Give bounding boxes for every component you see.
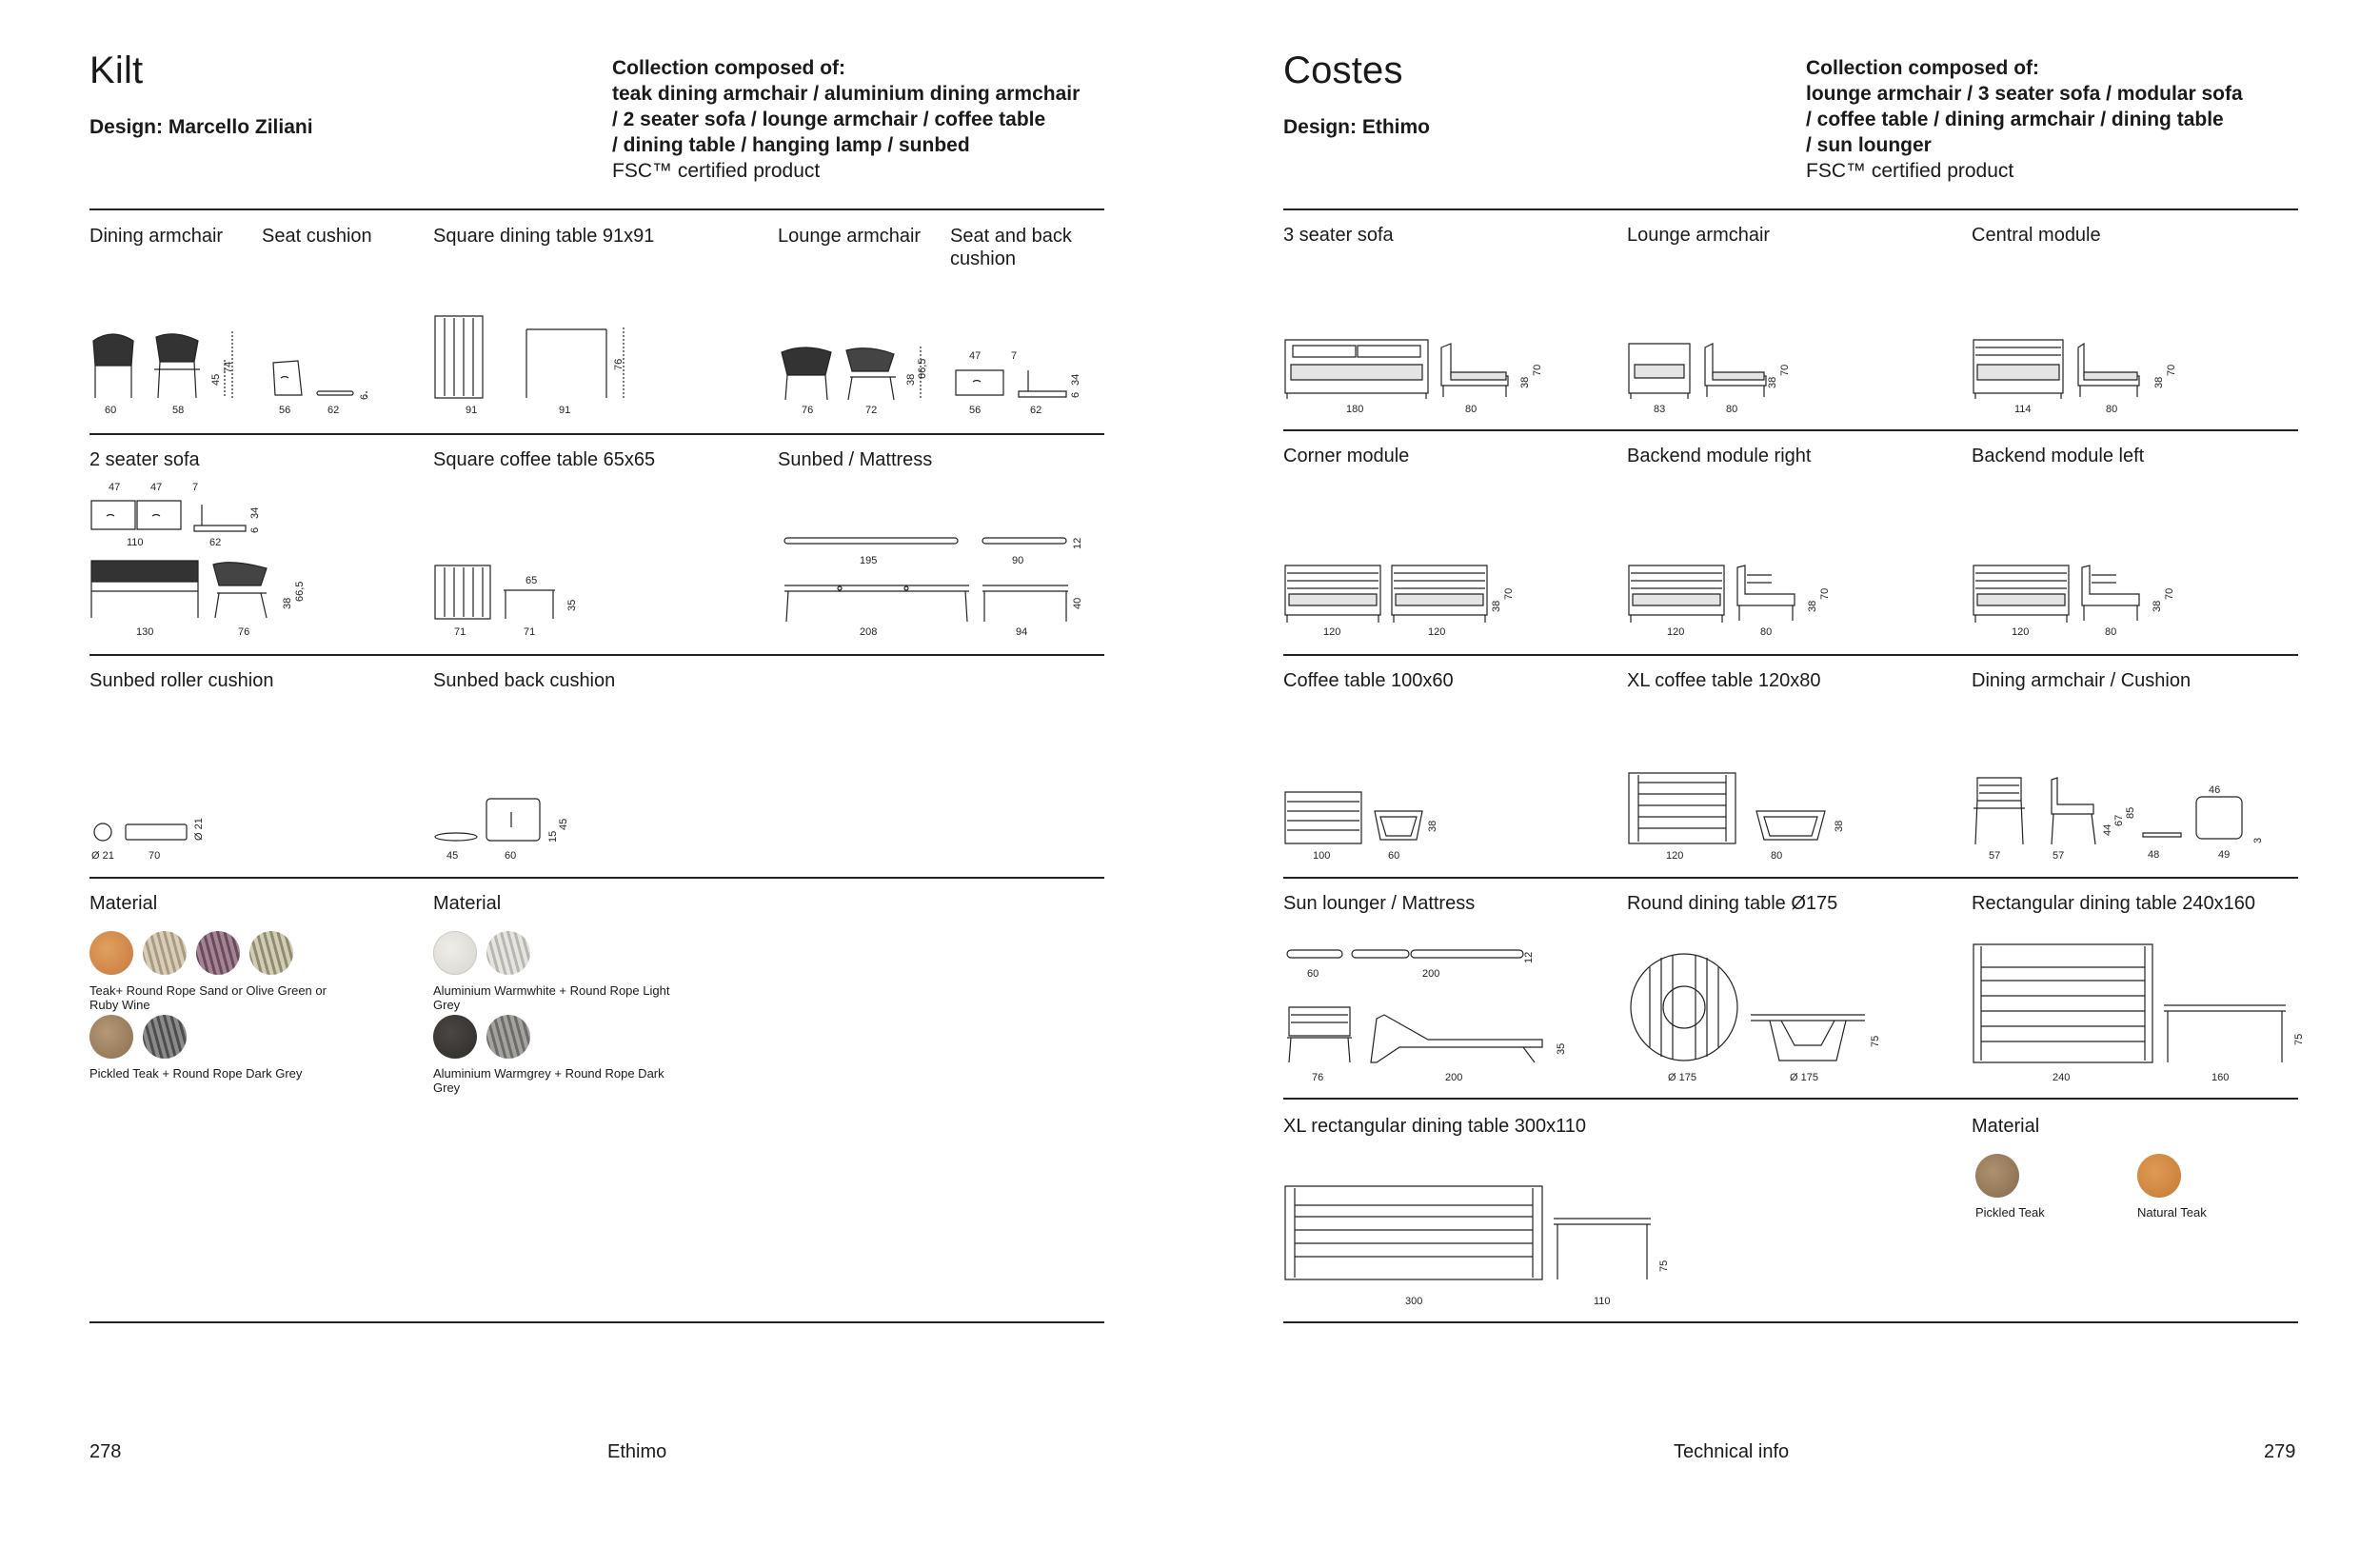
sun-lounger-drawing xyxy=(1285,1000,1552,1066)
label-material: Material xyxy=(89,893,158,914)
dim-label: 80 xyxy=(1465,404,1478,415)
dim-label: 120 xyxy=(1428,626,1446,638)
swatch-pickled-teak xyxy=(1975,1154,2019,1198)
dim-label: 240 xyxy=(2053,1072,2071,1083)
sun-lounger-mattress-drawing xyxy=(1285,947,1533,962)
dim-label: 70 xyxy=(149,850,161,862)
dim-label: 6 xyxy=(1070,391,1081,398)
dim-label: 80 xyxy=(1771,850,1783,862)
label-round-dining-table: Round dining table Ø175 xyxy=(1627,893,1838,914)
dim-label: Ø 21 xyxy=(91,850,114,862)
label-coffee-table: Coffee table 100x60 xyxy=(1283,670,1454,691)
swatch-rope-light-grey xyxy=(486,931,530,975)
label-square-dining-table: Square dining table 91x91 xyxy=(433,226,655,247)
dim-label: 6 xyxy=(359,393,370,400)
dim-label: 57 xyxy=(2053,850,2065,862)
xl-coffee-table-drawing xyxy=(1627,771,1836,847)
dim-label: 12 xyxy=(1072,537,1083,549)
label-seat-cushion: Seat cushion xyxy=(262,226,372,247)
dim-label: 74 xyxy=(223,361,234,373)
rectangular-dining-table-drawing xyxy=(1972,942,2305,1066)
label-sunbed-back: Sunbed back cushion xyxy=(433,670,616,691)
dim-label: 38 xyxy=(2152,600,2163,612)
footer-section: Technical info xyxy=(1674,1441,1790,1462)
divider xyxy=(1283,429,2298,431)
dim-label: 80 xyxy=(2106,404,2118,415)
dim-label: 60 xyxy=(105,405,117,416)
collection-line: / 2 seater sofa / lounge armchair / coffee table xyxy=(612,109,1046,130)
dim-label: 70 xyxy=(2166,364,2177,376)
swatch-aluminium-warmwhite xyxy=(433,931,477,975)
collection-description xyxy=(612,55,1145,184)
swatch-rope-ruby-wine xyxy=(196,931,240,975)
label-backend-module-right: Backend module right xyxy=(1627,446,1812,466)
dim-label: Ø 175 xyxy=(1668,1072,1696,1083)
dim-label: 46 xyxy=(2209,784,2221,796)
dim-label: Ø 175 xyxy=(1790,1072,1818,1083)
label-lounge-armchair: Lounge armchair xyxy=(778,226,922,247)
dim-label: 6 xyxy=(249,526,261,533)
label-sunbed-roller: Sunbed roller cushion xyxy=(89,670,274,691)
divider xyxy=(1283,654,2298,656)
divider xyxy=(89,654,1104,656)
coffee-table-drawing xyxy=(1283,790,1445,847)
page-title-costes: Costes xyxy=(1283,50,1403,91)
collection-heading: Collection composed of: xyxy=(1806,57,2040,79)
dim-label: 208 xyxy=(860,626,878,638)
page-title-kilt: Kilt xyxy=(89,50,144,91)
swatch-aluminium-warmgrey xyxy=(433,1015,477,1059)
label-central-module: Central module xyxy=(1972,225,2101,246)
dim-label: 70 xyxy=(2164,587,2175,600)
material-caption: Natural Teak xyxy=(2137,1205,2207,1220)
dim-label: 80 xyxy=(1726,404,1738,415)
dim-label: 70 xyxy=(1819,587,1831,600)
dim-label: 83 xyxy=(1654,404,1666,415)
collection-heading: Collection composed of: xyxy=(612,57,846,79)
collection-line: / dining table / hanging lamp / sunbed xyxy=(612,134,970,156)
dim-label: 34 xyxy=(249,506,261,519)
dim-label: 76 xyxy=(238,626,250,638)
dim-label: 66,5 xyxy=(294,581,306,602)
dim-label: 45 xyxy=(446,850,459,862)
material-caption: Aluminium Warmgrey + Round Rope Dark Grey xyxy=(433,1066,664,1095)
designer-credit: Design: Marcello Ziliani xyxy=(89,116,313,138)
dim-label: 38 xyxy=(2153,376,2165,388)
dim-label: 72 xyxy=(865,405,878,416)
swatch-pickled-teak xyxy=(89,1015,133,1059)
label-lounge-armchair: Lounge armchair xyxy=(1627,225,1771,246)
sofa-cushions-drawing xyxy=(89,495,270,535)
material-caption: Pickled Teak + Round Rope Dark Grey xyxy=(89,1066,303,1081)
dim-label: 80 xyxy=(1760,626,1773,638)
round-dining-table-drawing xyxy=(1627,950,1874,1066)
dim-label: 49 xyxy=(2218,849,2231,861)
dim-label: 67 xyxy=(2113,814,2125,826)
page-number-right: 279 xyxy=(2264,1441,2296,1462)
dim-label: 180 xyxy=(1346,404,1364,415)
dim-label: 60 xyxy=(1388,850,1400,862)
designer-credit: Design: Ethimo xyxy=(1283,116,1431,138)
label-rectangular-dining-table: Rectangular dining table 240x160 xyxy=(1972,893,2255,914)
dim-label: 120 xyxy=(1666,850,1684,862)
dim-label: 58 xyxy=(172,405,185,416)
label-seat-back-cushion: Seat and back cushion xyxy=(950,226,1072,269)
divider xyxy=(1283,877,2298,879)
material-caption: Pickled Teak xyxy=(1975,1205,2045,1220)
dim-label: 47 xyxy=(969,350,982,362)
dim-label: 76 xyxy=(802,405,814,416)
dim-label: 85 xyxy=(2125,806,2136,819)
label-3-seater-sofa: 3 seater sofa xyxy=(1283,225,1394,246)
dim-label: 70 xyxy=(1503,587,1515,600)
dim-label: 160 xyxy=(2211,1072,2230,1083)
divider xyxy=(1283,1098,2298,1100)
backend-module-right-drawing xyxy=(1627,564,1808,623)
collection-description xyxy=(1806,55,2301,184)
dim-label: 200 xyxy=(1445,1072,1463,1083)
dim-label: 47 xyxy=(150,482,163,493)
dim-label: 38 xyxy=(1427,820,1438,832)
dim-label: 34 xyxy=(1070,373,1081,386)
dim-label: 60 xyxy=(1307,968,1319,980)
dim-label: 94 xyxy=(1016,626,1028,638)
square-coffee-table-drawing xyxy=(433,564,576,623)
dim-label: 7 xyxy=(1011,350,1018,362)
dim-label: 65 xyxy=(526,575,538,586)
dim-label: 38 xyxy=(1834,820,1845,832)
dim-label: 130 xyxy=(136,626,154,638)
dining-armchair-drawing xyxy=(89,324,242,400)
dim-label: 15 xyxy=(547,830,559,843)
dim-label: 70 xyxy=(1779,364,1791,376)
swatch-rope-olive-green xyxy=(249,931,293,975)
dim-label: 35 xyxy=(1556,1042,1567,1055)
dim-label: 75 xyxy=(2293,1033,2305,1045)
dim-label: 38 xyxy=(905,373,917,386)
dim-label: 120 xyxy=(2012,626,2030,638)
divider xyxy=(89,433,1104,435)
lounge-armchair-drawing xyxy=(778,343,940,402)
footer-brand: Ethimo xyxy=(607,1441,667,1462)
dim-label: 38 xyxy=(1491,600,1502,612)
dim-label: 38 xyxy=(1767,376,1778,388)
dim-label: 110 xyxy=(127,537,144,548)
material-caption: Teak+ Round Rope Sand or Olive Green or Ruby Wine xyxy=(89,983,327,1012)
dim-label: 110 xyxy=(1594,1296,1611,1307)
3-seater-sofa-drawing xyxy=(1283,338,1550,400)
dim-label: 75 xyxy=(1658,1259,1670,1272)
backend-module-left-drawing xyxy=(1972,564,2152,623)
dim-label: 76 xyxy=(613,358,625,370)
dim-label: 90 xyxy=(1012,555,1024,566)
dim-label: 120 xyxy=(1667,626,1685,638)
divider xyxy=(1283,1321,2298,1323)
dim-label: 200 xyxy=(1422,968,1440,980)
xl-rectangular-dining-table-drawing xyxy=(1283,1184,1664,1283)
swatch-rope-dark-grey xyxy=(486,1015,530,1059)
dim-label: 62 xyxy=(327,405,340,416)
dim-label: 48 xyxy=(2148,849,2160,861)
dim-label: 60 xyxy=(505,850,517,862)
dim-label: 66,5 xyxy=(917,358,928,379)
dim-label: 56 xyxy=(279,405,291,416)
dim-label: 12 xyxy=(1523,951,1535,963)
label-2-seater-sofa: 2 seater sofa xyxy=(89,449,200,470)
dim-label: 91 xyxy=(559,405,571,416)
swatch-natural-teak xyxy=(2137,1154,2181,1198)
square-dining-table-drawing xyxy=(433,314,633,402)
label-material: Material xyxy=(433,893,502,914)
divider xyxy=(1283,208,2298,210)
divider xyxy=(89,1321,1104,1323)
collection-line: / coffee table / dining armchair / dining table xyxy=(1806,109,2224,130)
label-xl-coffee-table: XL coffee table 120x80 xyxy=(1627,670,1821,691)
dim-label: 91 xyxy=(466,405,478,416)
swatch-teak xyxy=(89,931,133,975)
dim-label: 62 xyxy=(209,537,222,548)
collection-line: lounge armchair / 3 seater sofa / modular sofa xyxy=(1806,83,2243,105)
dim-label: 195 xyxy=(860,555,878,566)
dim-label: 47 xyxy=(109,482,121,493)
dim-label: 62 xyxy=(1030,405,1042,416)
material-caption: Aluminium Warmwhite + Round Rope Light Grey xyxy=(433,983,670,1012)
divider xyxy=(89,208,1104,210)
collection-line: teak dining armchair / aluminium dining armchair xyxy=(612,83,1081,105)
swatch-rope-dark-grey xyxy=(143,1015,187,1059)
label-square-coffee-table: Square coffee table 65x65 xyxy=(433,449,656,470)
dim-label: 38 xyxy=(282,597,293,609)
dim-label: 75 xyxy=(1870,1035,1881,1047)
dim-label: 3 xyxy=(2252,837,2264,843)
dim-label: 38 xyxy=(1807,600,1818,612)
dim-label: 7 xyxy=(192,482,199,493)
label-dining-armchair: Dining armchair xyxy=(89,226,224,247)
dim-label: 114 xyxy=(2014,404,2032,415)
dim-label: 38 xyxy=(1519,376,1531,388)
dim-label: 70 xyxy=(1532,364,1543,376)
dim-label: 40 xyxy=(1072,597,1083,609)
fsc-note: FSC™ certified product xyxy=(1806,160,2014,182)
dim-label: 80 xyxy=(2105,626,2117,638)
label-sun-lounger-mattress: Sun lounger / Mattress xyxy=(1283,893,1476,914)
label-xl-rectangular-dining-table: XL rectangular dining table 300x110 xyxy=(1283,1116,1587,1137)
sunbed-mattress-drawing xyxy=(783,536,1087,624)
label-dining-armchair-cushion: Dining armchair / Cushion xyxy=(1972,670,2192,691)
label-sunbed-mattress: Sunbed / Mattress xyxy=(778,449,933,470)
label-corner-module: Corner module xyxy=(1283,446,1410,466)
dim-label: 35 xyxy=(566,599,578,611)
fsc-note: FSC™ certified product xyxy=(612,160,821,182)
central-module-drawing xyxy=(1972,338,2162,400)
lounge-armchair-drawing xyxy=(1627,338,1798,400)
dim-label: 100 xyxy=(1313,850,1331,862)
2-seater-sofa-drawing xyxy=(89,557,318,624)
dim-label: 71 xyxy=(454,626,466,638)
dim-label: 44 xyxy=(2102,823,2113,836)
dim-label: 300 xyxy=(1405,1296,1423,1307)
dim-label: 71 xyxy=(524,626,536,638)
dim-label: 57 xyxy=(1989,850,2001,862)
label-backend-module-left: Backend module left xyxy=(1972,446,2145,466)
dim-label: 76 xyxy=(1312,1072,1324,1083)
dim-label: Ø 21 xyxy=(193,818,205,841)
sunbed-back-cushion-drawing xyxy=(433,795,566,847)
dim-label: 56 xyxy=(969,405,982,416)
page-number-left: 278 xyxy=(89,1441,122,1462)
dim-label: 45 xyxy=(210,373,222,386)
dim-label: 45 xyxy=(558,818,569,830)
divider xyxy=(89,877,1104,879)
dim-label: 120 xyxy=(1323,626,1341,638)
swatch-rope-sand xyxy=(143,931,187,975)
corner-module-drawing xyxy=(1283,564,1502,623)
collection-line: / sun lounger xyxy=(1806,134,1932,156)
label-material: Material xyxy=(1972,1116,2040,1137)
